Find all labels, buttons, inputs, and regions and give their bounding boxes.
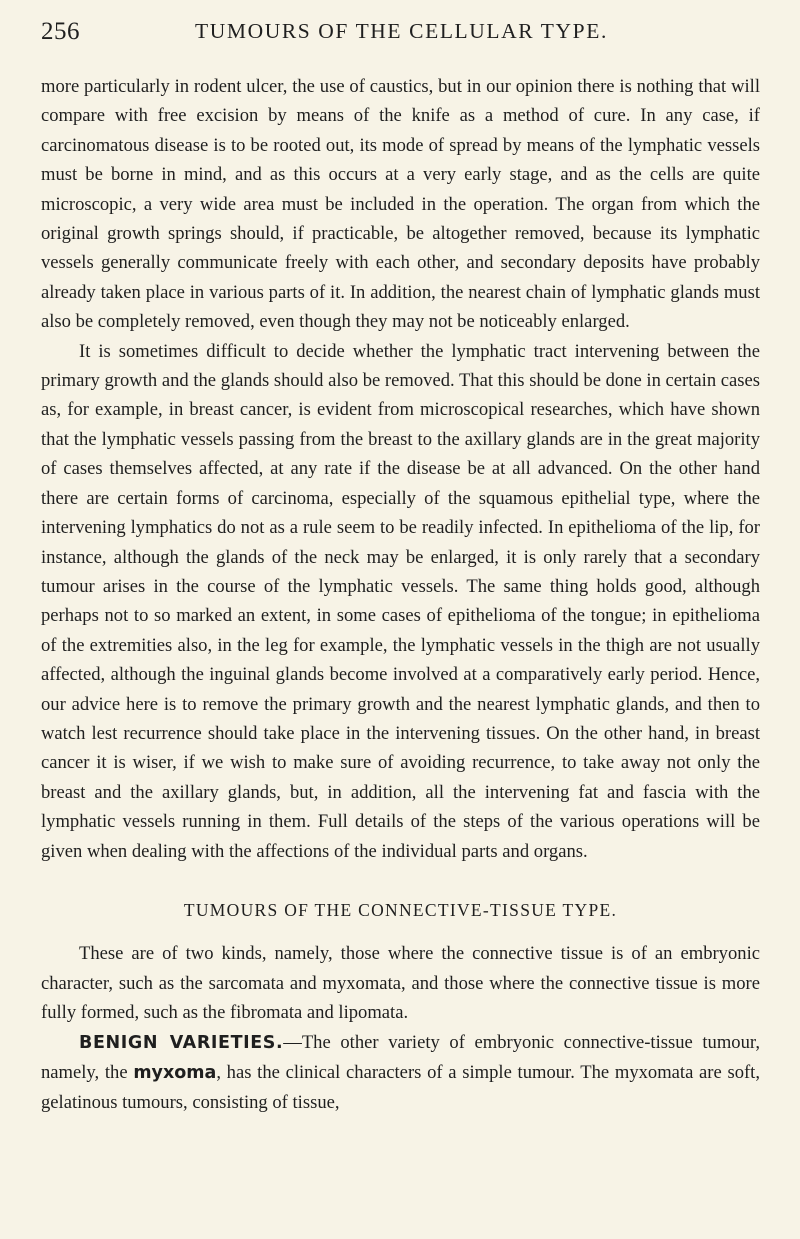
paragraph-lymphatic-tract: It is sometimes difficult to decide whether the lymphatic tract intervening between the primary growth and the glands should also be removed. That this should be done in certain cases as, for example, in breast cancer, is evident from microscopical researches, which have shown that the lymphatic vessels passing from the breast to the axillary glands are in the great majority of cases themselves affected, at any rate if the disease be at all advanced. On the other hand there are certain forms of carcinoma, especially of the squamous epithelial type, where the intervening lymphatics do not as a rule seem to be readily infected. In epithelioma of the lip, for instance, although the glands of the neck may be enlarged, it is only rarely that a secondary tumour arises in the course of the lymphatic vessels. The same thing holds good, although perhaps not to so marked an extent, in some cases of epithelioma of the tongue; in epithelioma of the extremities also, in the leg for example, the lymphatic vessels in the thigh are not usually affected, although the inguinal glands become involved at a comparatively early period. Hence, our advice here is to remove the primary growth and the nearest lymphatic glands, and then to watch lest recurrence should take place in the intervening tissues. On the other hand, in breast cancer it is wiser, if we wish to make sure of avoiding recurrence, to take away not only the breast and the axillary glands, but, in addition, all the intervening fat and fascia with the lymphatic vessels running in them. Full details of the steps of the various operations will be given when dealing with the affections of the individual parts and organs. [41,340,760,862]
benign-text-before: —The other variety of embryonic connective-tissue tumour, namely, the [41,1031,760,1083]
myxoma-term: myxoma [133,1063,217,1083]
benign-text-after: , has the clinical characters of a simple tumour. The myxomata are soft, gelatinous tumours, consisting of tissue, [41,1062,760,1114]
body-text [41,72,760,1118]
running-head [41,18,760,52]
paragraph-continuation: more particularly in rodent ulcer, the use of caustics, but in our opinion there is nothing that will compare with free excision by means of the knife as a method of cure. In any case, if carcinomatous disease is to be rooted out, its mode of spread by means of the lymphatic vessels must be borne in mind, and as this occurs at a very early stage, and as the cells are quite microscopic, a very wide area must be included in the operation. The organ from which the original growth springs should, if practicable, be altogether removed, because its lymphatic vessels generally communicate freely with each other, and secondary deposits have probably already taken place in various parts of it. In addition, the nearest chain of lymphatic glands must also be completely removed, even though they may not be noticeably enlarged. [41,76,760,333]
section-heading: TUMOURS OF THE CONNECTIVE-TISSUE TYPE. [183,899,618,920]
benign-varieties-lead: BENIGN VARIETIES. [79,1032,284,1053]
paragraph-benign-varieties [41,1028,760,1118]
page-number: 256 [41,18,80,45]
running-title: TUMOURS OF THE CELLULAR TYPE. [195,19,608,43]
paragraph-connective-intro: These are of two kinds, namely, those where the connective tissue is of an embryonic character, such as the sarcomata and myxomata, and those where the connective tissue is more fully formed, such as the fibromata and lipomata. [41,943,760,1024]
